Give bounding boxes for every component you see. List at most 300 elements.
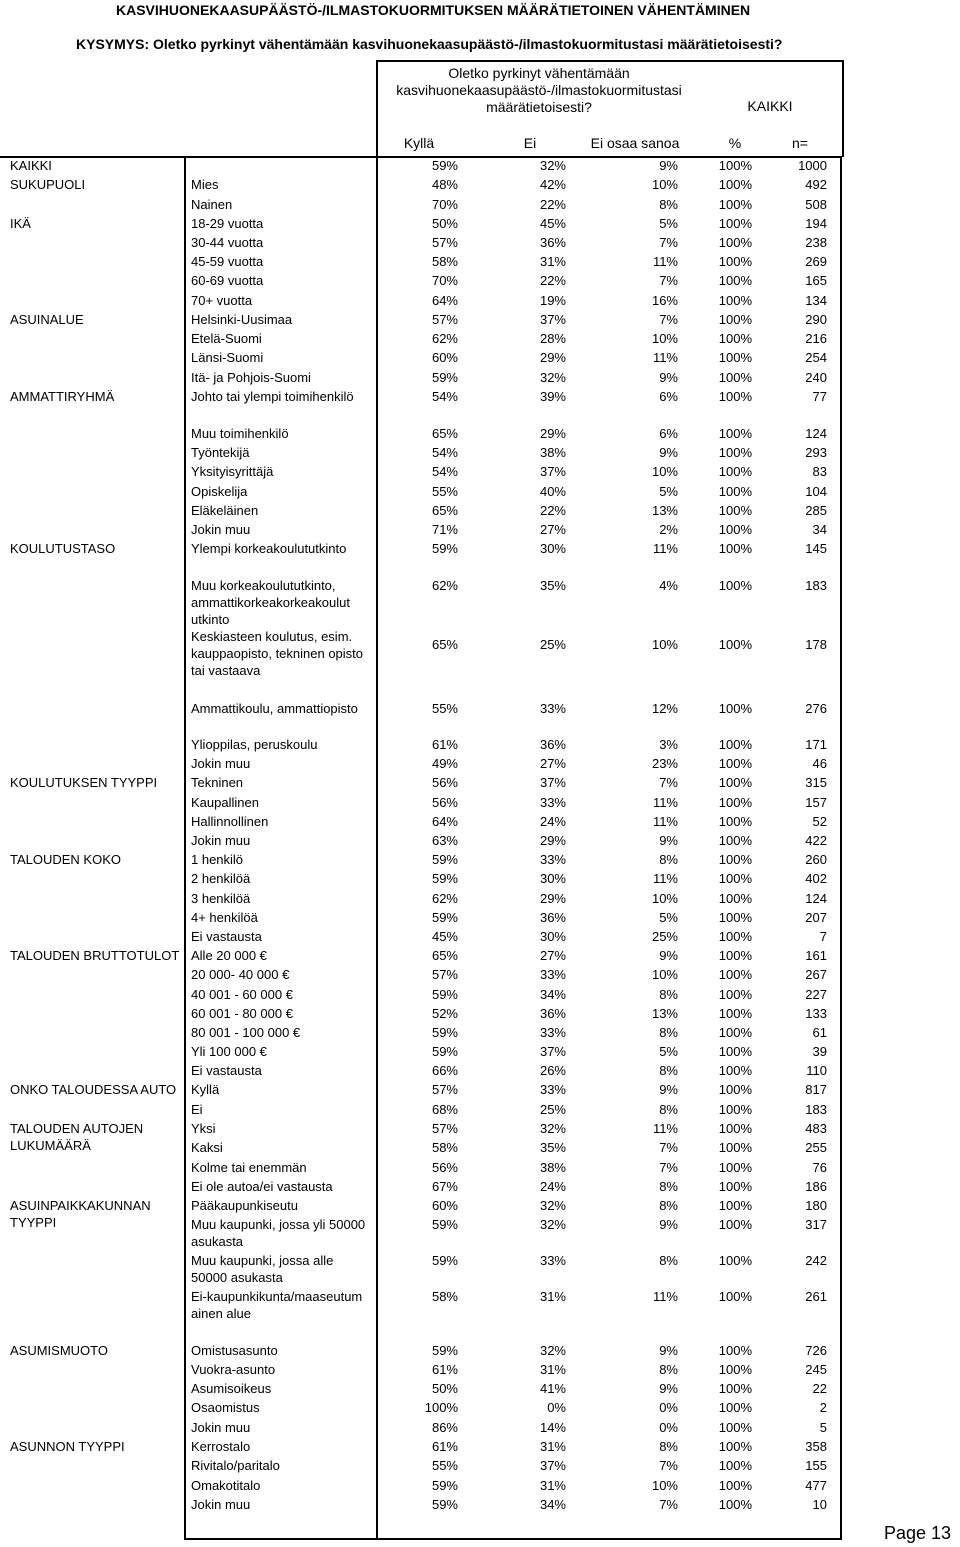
value-divider [376, 156, 378, 1539]
row-value: 100% [718, 701, 752, 716]
row-value: 100% [718, 1478, 752, 1493]
row-value: 100% [718, 216, 752, 231]
row-value: 100% [718, 503, 752, 518]
row-value: 36% [539, 737, 566, 752]
row-value: 155 [805, 1458, 827, 1473]
row-label: 3 henkilöä [191, 891, 251, 906]
row-label: Ammattikoulu, ammattiopisto [191, 701, 358, 716]
row-value: 28% [539, 331, 566, 346]
row-value: 100% [718, 350, 752, 365]
row-value: 269 [805, 254, 827, 269]
row-value: 100% [718, 1497, 752, 1512]
row-value: 100% [718, 1343, 752, 1358]
row-value: 0% [659, 1420, 678, 1435]
row-label: Yli 100 000 € [191, 1044, 267, 1059]
row-value: 245 [805, 1362, 827, 1377]
row-value: 33% [539, 967, 566, 982]
row-value: 100% [424, 1400, 458, 1415]
row-value: 37% [539, 464, 566, 479]
row-value: 8% [659, 1198, 678, 1213]
row-value: 60% [431, 1198, 458, 1213]
row-value: 46 [812, 756, 827, 771]
row-value: 100% [718, 522, 752, 537]
row-value: 59% [431, 852, 458, 867]
row-value: 227 [805, 987, 827, 1002]
row-label: Ei-kaupunkikunta/maaseutum ainen alue [191, 1289, 363, 1321]
row-value: 5% [659, 216, 678, 231]
row-value: 86% [431, 1420, 458, 1435]
row-value: 66% [431, 1063, 458, 1078]
row-value: 10 [812, 1497, 827, 1512]
row-value: 133 [805, 1006, 827, 1021]
row-value: 32% [539, 370, 566, 385]
row-value: 100% [718, 254, 752, 269]
row-value: 8% [659, 1102, 678, 1117]
row-label: Nainen [191, 197, 233, 212]
row-label: Muu korkeakoulututkinto, ammattikorkeakorkeakoulut utkinto [191, 578, 350, 627]
row-value: 57% [431, 235, 458, 250]
row-value: 100% [718, 1458, 752, 1473]
row-label: Työntekijä [191, 445, 250, 460]
row-label: Hallinnollinen [191, 814, 269, 829]
row-label: Itä- ja Pohjois-Suomi [191, 370, 311, 385]
row-value: 77 [812, 389, 827, 404]
row-value: 100% [718, 1289, 752, 1304]
row-value: 22% [539, 273, 566, 288]
row-value: 12% [651, 701, 678, 716]
row-value: 2 [819, 1400, 827, 1415]
row-value: 37% [539, 775, 566, 790]
row-value: 7% [659, 1458, 678, 1473]
row-label: Johto tai ylempi toimihenkilö [191, 389, 354, 404]
row-value: 10% [651, 637, 678, 652]
row-value: 76 [812, 1160, 827, 1175]
row-label: Kaupallinen [191, 795, 259, 810]
row-value: 22% [539, 503, 566, 518]
header-question: Oletko pyrkinyt vähentämään kasvihuonekaasupäästö-/ilmastokuormitustasi määrätietoisesti? [396, 65, 682, 115]
row-value: 30% [539, 929, 566, 944]
row-value: 11% [652, 814, 678, 829]
row-label: Kyllä [191, 1082, 220, 1097]
row-value: 59% [431, 910, 458, 925]
row-value: 49% [431, 756, 458, 771]
row-value: 70% [431, 273, 458, 288]
row-value: 483 [805, 1121, 827, 1136]
row-value: 57% [431, 967, 458, 982]
row-value: 34% [539, 1497, 566, 1512]
row-value: 13% [651, 503, 678, 518]
row-label: 60 001 - 80 000 € [191, 1006, 293, 1021]
row-label: 80 001 - 100 000 € [191, 1025, 301, 1040]
row-value: 10% [651, 891, 678, 906]
row-value: 8% [659, 1025, 678, 1040]
row-value: 61% [431, 1439, 458, 1454]
row-value: 5% [659, 484, 678, 499]
row-value: 59% [431, 1478, 458, 1493]
row-value: 100% [718, 1121, 752, 1136]
col-header-n: n= [792, 135, 808, 151]
row-group: KAIKKI [10, 158, 52, 173]
row-value: 240 [805, 370, 827, 385]
row-value: 7% [659, 312, 678, 327]
row-value: 32% [539, 158, 566, 173]
row-value: 59% [431, 158, 458, 173]
row-value: 38% [539, 445, 566, 460]
row-value: 8% [659, 852, 678, 867]
row-value: 60% [431, 350, 458, 365]
row-value: 58% [431, 1289, 458, 1304]
row-value: 100% [718, 891, 752, 906]
row-value: 52 [812, 814, 827, 829]
row-value: 41% [539, 1381, 566, 1396]
row-label: Länsi-Suomi [191, 350, 264, 365]
row-value: 104 [805, 484, 827, 499]
row-value: 100% [718, 1439, 752, 1454]
row-value: 25% [539, 637, 566, 652]
row-value: 55% [431, 484, 458, 499]
row-value: 100% [718, 1253, 752, 1268]
row-value: 124 [805, 891, 827, 906]
row-label: Pääkaupunkiseutu [191, 1198, 298, 1213]
row-value: 38% [539, 1160, 566, 1175]
row-value: 508 [805, 197, 827, 212]
row-group: KOULUTUSTASO [10, 541, 116, 556]
row-value: 100% [718, 370, 752, 385]
row-value: 267 [805, 967, 827, 982]
row-label: Yksityisyrittäjä [191, 464, 274, 479]
row-value: 10% [651, 331, 678, 346]
row-label: Kaksi [191, 1140, 223, 1155]
row-value: 100% [718, 1082, 752, 1097]
row-label: Vuokra-asunto [191, 1362, 276, 1377]
row-value: 37% [539, 1458, 566, 1473]
row-value: 65% [431, 503, 458, 518]
row-value: 11% [652, 541, 678, 556]
row-value: 100% [718, 1400, 752, 1415]
row-value: 16% [651, 293, 678, 308]
row-label: Alle 20 000 € [191, 948, 267, 963]
row-value: 57% [431, 1121, 458, 1136]
row-value: 67% [431, 1179, 458, 1194]
col-header-percent: % [728, 135, 742, 151]
row-value: 62% [431, 891, 458, 906]
row-value: 59% [431, 871, 458, 886]
row-value: 238 [805, 235, 827, 250]
row-value: 100% [718, 737, 752, 752]
row-value: 63% [431, 833, 458, 848]
row-value: 29% [539, 891, 566, 906]
row-label: Ei vastausta [191, 1063, 262, 1078]
row-value: 7 [819, 929, 827, 944]
row-value: 33% [539, 852, 566, 867]
row-group: AMMATTIRYHMÄ [10, 389, 115, 404]
row-label: Ei ole autoa/ei vastausta [191, 1179, 333, 1194]
row-value: 260 [805, 852, 827, 867]
row-value: 24% [539, 1179, 566, 1194]
row-value: 32% [539, 1198, 566, 1213]
row-value: 180 [805, 1198, 827, 1213]
row-value: 100% [718, 852, 752, 867]
document-title: KASVIHUONEKAASUPÄÄSTÖ-/ILMASTOKUORMITUKSEN MÄÄRÄTIETOINEN VÄHENTÄMINEN [116, 2, 751, 18]
row-group: IKÄ [10, 216, 31, 231]
row-value: 100% [718, 464, 752, 479]
row-value: 817 [805, 1082, 827, 1097]
row-value: 42% [539, 177, 566, 192]
row-value: 100% [718, 1198, 752, 1213]
page-number: Page 13 [884, 1523, 952, 1543]
row-value: 8% [659, 1253, 678, 1268]
row-value: 276 [805, 701, 827, 716]
row-group: ONKO TALOUDESSA AUTO [10, 1082, 177, 1097]
row-value: 52% [431, 1006, 458, 1021]
row-value: 171 [805, 737, 827, 752]
row-value: 100% [718, 1362, 752, 1377]
row-value: 6% [659, 426, 678, 441]
row-value: 39 [812, 1044, 827, 1059]
row-value: 61% [431, 1362, 458, 1377]
row-value: 31% [539, 1362, 566, 1377]
row-value: 100% [718, 871, 752, 886]
row-value: 57% [431, 1082, 458, 1097]
row-value: 186 [805, 1179, 827, 1194]
row-value: 110 [806, 1063, 827, 1078]
row-group: SUKUPUOLI [10, 177, 86, 192]
row-label: 40 001 - 60 000 € [191, 987, 293, 1002]
row-value: 26% [539, 1063, 566, 1078]
row-value: 216 [805, 331, 827, 346]
row-group: ASUMISMUOTO [10, 1343, 108, 1358]
row-value: 100% [718, 814, 752, 829]
row-value: 100% [718, 312, 752, 327]
row-value: 7% [659, 273, 678, 288]
row-label: Helsinki-Uusimaa [191, 312, 293, 327]
row-label: Jokin muu [191, 1497, 251, 1512]
row-group: ASUINPAIKKAKUNNAN TYYPPI [10, 1198, 151, 1230]
row-value: 37% [539, 1044, 566, 1059]
row-value: 54% [431, 445, 458, 460]
row-value: 100% [718, 158, 752, 173]
row-label: Ylempi korkeakoulututkinto [191, 541, 347, 556]
row-value: 35% [539, 1140, 566, 1155]
row-label: Etelä-Suomi [191, 331, 262, 346]
row-group: ASUNNON TYYPPI [10, 1439, 125, 1454]
row-value: 31% [539, 1439, 566, 1454]
row-value: 183 [805, 1102, 827, 1117]
row-value: 35% [539, 578, 566, 593]
row-value: 207 [805, 910, 827, 925]
row-value: 59% [431, 370, 458, 385]
row-value: 29% [539, 350, 566, 365]
right-border [840, 156, 842, 1539]
row-label: 4+ henkilöä [191, 910, 258, 925]
row-value: 358 [805, 1439, 827, 1454]
row-value: 59% [431, 1217, 458, 1232]
row-label: Kerrostalo [191, 1439, 251, 1454]
row-value: 50% [431, 216, 458, 231]
row-value: 100% [718, 445, 752, 460]
row-value: 22% [539, 197, 566, 212]
row-value: 48% [431, 177, 458, 192]
row-label: Asumisoikeus [191, 1381, 272, 1396]
row-value: 9% [659, 1082, 678, 1097]
row-value: 11% [652, 1289, 678, 1304]
row-value: 726 [805, 1343, 827, 1358]
row-label: Omistusasunto [191, 1343, 278, 1358]
row-value: 100% [718, 177, 752, 192]
row-value: 39% [539, 389, 566, 404]
row-label: 30-44 vuotta [191, 235, 264, 250]
row-value: 56% [431, 775, 458, 790]
row-value: 100% [718, 833, 752, 848]
row-label: 18-29 vuotta [191, 216, 264, 231]
row-value: 10% [651, 967, 678, 982]
row-value: 33% [539, 795, 566, 810]
row-value: 10% [651, 177, 678, 192]
row-label: Muu kaupunki, jossa alle 50000 asukasta [191, 1253, 334, 1285]
row-value: 61% [431, 737, 458, 752]
row-label: Eläkeläinen [191, 503, 259, 518]
row-value: 11% [652, 254, 678, 269]
row-value: 59% [431, 1343, 458, 1358]
row-label: 1 henkilö [191, 852, 244, 867]
row-value: 157 [805, 795, 827, 810]
row-value: 8% [659, 1362, 678, 1377]
row-value: 2% [659, 522, 678, 537]
row-value: 9% [659, 158, 678, 173]
label-divider [184, 156, 186, 1539]
row-value: 100% [718, 331, 752, 346]
row-label: Kolme tai enemmän [191, 1160, 307, 1175]
row-value: 242 [805, 1253, 827, 1268]
row-value: 9% [659, 370, 678, 385]
row-value: 45% [539, 216, 566, 231]
row-value: 36% [539, 235, 566, 250]
row-label: Jokin muu [191, 522, 251, 537]
row-value: 6% [659, 389, 678, 404]
row-group: TALOUDEN KOKO [10, 852, 122, 867]
row-label: Omakotitalo [191, 1478, 261, 1493]
row-value: 100% [718, 1160, 752, 1175]
row-value: 492 [805, 177, 827, 192]
row-value: 34% [539, 987, 566, 1002]
row-value: 165 [805, 273, 827, 288]
row-value: 29% [539, 833, 566, 848]
row-value: 100% [718, 1179, 752, 1194]
row-value: 7% [659, 235, 678, 250]
row-value: 290 [805, 312, 827, 327]
row-value: 27% [539, 756, 566, 771]
header-total: KAIKKI [747, 98, 793, 114]
row-value: 100% [718, 1025, 752, 1040]
row-value: 9% [659, 1343, 678, 1358]
row-value: 71% [431, 522, 458, 537]
row-value: 100% [718, 775, 752, 790]
row-value: 62% [431, 578, 458, 593]
row-value: 37% [539, 312, 566, 327]
row-value: 56% [431, 795, 458, 810]
row-value: 27% [539, 948, 566, 963]
row-value: 178 [805, 637, 827, 652]
row-value: 54% [431, 389, 458, 404]
row-value: 7% [659, 1160, 678, 1175]
row-group: KOULUTUKSEN TYYPPI [10, 775, 158, 790]
row-label: Opiskelija [191, 484, 248, 499]
row-value: 61 [812, 1025, 827, 1040]
row-value: 100% [718, 929, 752, 944]
row-group: TALOUDEN BRUTTOTULOT [10, 948, 180, 963]
row-group: ASUINALUE [10, 312, 84, 327]
row-value: 100% [718, 987, 752, 1002]
row-value: 59% [431, 541, 458, 556]
row-value: 31% [539, 1478, 566, 1493]
row-value: 1000 [798, 158, 827, 173]
row-label: 70+ vuotta [191, 293, 253, 308]
row-value: 7% [659, 1497, 678, 1512]
row-value: 0% [659, 1400, 678, 1415]
row-value: 100% [718, 756, 752, 771]
row-value: 100% [718, 426, 752, 441]
col-header-ei-osaa-sanoa: Ei osaa sanoa [590, 135, 680, 151]
row-value: 29% [539, 426, 566, 441]
row-value: 65% [431, 637, 458, 652]
row-value: 100% [718, 1102, 752, 1117]
row-value: 54% [431, 464, 458, 479]
row-value: 8% [659, 197, 678, 212]
row-value: 100% [718, 795, 752, 810]
row-value: 183 [805, 578, 827, 593]
row-value: 100% [718, 1420, 752, 1435]
row-label: Rivitalo/paritalo [191, 1458, 280, 1473]
question-text: KYSYMYS: Oletko pyrkinyt vähentämään kasvihuonekaasupäästö-/ilmastokuormitustasi määrätietoisesti? [76, 36, 783, 52]
row-value: 68% [431, 1102, 458, 1117]
row-value: 70% [431, 197, 458, 212]
row-value: 32% [539, 1217, 566, 1232]
row-value: 62% [431, 331, 458, 346]
col-header-kylla: Kyllä [403, 135, 435, 151]
row-value: 317 [805, 1217, 827, 1232]
row-value: 161 [805, 948, 827, 963]
row-value: 100% [718, 235, 752, 250]
row-value: 100% [718, 910, 752, 925]
row-value: 57% [431, 312, 458, 327]
row-label: Tekninen [191, 775, 244, 790]
row-value: 59% [431, 1497, 458, 1512]
row-value: 100% [718, 293, 752, 308]
row-label: 45-59 vuotta [191, 254, 264, 269]
row-value: 59% [431, 1044, 458, 1059]
row-value: 9% [659, 1217, 678, 1232]
row-value: 19% [539, 293, 566, 308]
row-label: Osaomistus [191, 1400, 260, 1415]
row-value: 3% [659, 737, 678, 752]
row-value: 31% [539, 254, 566, 269]
row-value: 10% [651, 464, 678, 479]
row-value: 13% [651, 1006, 678, 1021]
row-value: 30% [539, 541, 566, 556]
row-value: 100% [718, 578, 752, 593]
row-value: 65% [431, 426, 458, 441]
row-value: 315 [805, 775, 827, 790]
row-value: 0% [547, 1400, 566, 1415]
row-value: 25% [539, 1102, 566, 1117]
row-label: Muu toimihenkilö [191, 426, 289, 441]
row-value: 25% [651, 929, 678, 944]
row-value: 11% [652, 350, 678, 365]
row-value: 7% [659, 1140, 678, 1155]
row-value: 100% [718, 1140, 752, 1155]
row-label: Ei [191, 1102, 203, 1117]
row-value: 100% [718, 1381, 752, 1396]
